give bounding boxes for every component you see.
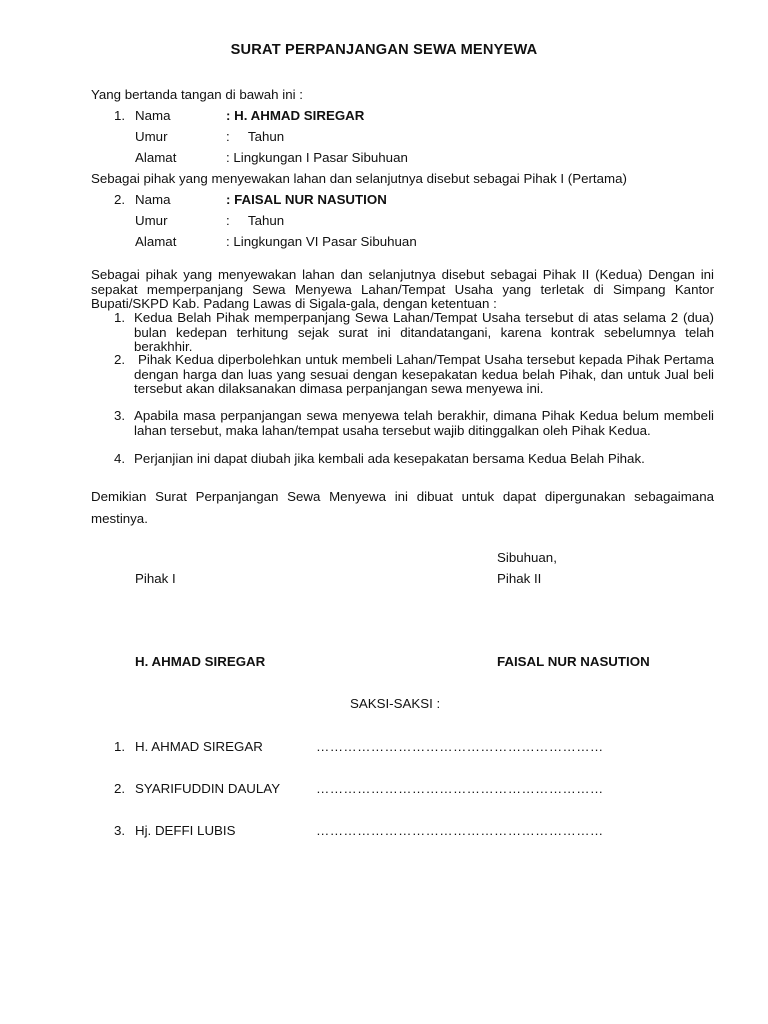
witness-name: Hj. DEFFI LUBIS (135, 823, 236, 838)
party1-age-value: : Tahun (226, 129, 285, 144)
witness-name: H. AHMAD SIREGAR (135, 739, 263, 754)
party1-name-value: : H. AHMAD SIREGAR (226, 108, 365, 123)
closing-text: Demikian Surat Perpanjangan Sewa Menyewa ini dibuat untuk dapat dipergunakan sebagaimana mestinya. (91, 489, 714, 526)
signature-right-name: FAISAL NUR NASUTION (497, 654, 650, 669)
party2-name-value: : FAISAL NUR NASUTION (226, 192, 387, 207)
signature-left-name: H. AHMAD SIREGAR (135, 654, 266, 669)
term-number: 2. (114, 352, 126, 367)
witness-name: SYARIFUDDIN DAULAY (135, 781, 281, 796)
witnesses-heading: SAKSI-SAKSI : (350, 696, 441, 711)
party1-address-value: : Lingkungan I Pasar Sibuhuan (226, 150, 408, 165)
witness-signature-line: ……………………………………………………… (316, 781, 604, 796)
agreement-intro: Sebagai pihak yang menyewakan lahan dan selanjutnya disebut sebagai Pihak II (Kedua) Dengan ini sepakat memperpanjang Sewa Menyewa Lahan/Tempat Usaha yang terletak di Simpang Kantor Bupati/SKPD Kab. Padang Lawas di Sigala-gala, dengan ketentuan : (91, 267, 714, 312)
term-number: 4. (114, 451, 126, 466)
term-number: 3. (114, 408, 126, 423)
document-title: SURAT PERPANJANGAN SEWA MENYEWA (230, 42, 538, 58)
place-text: Sibuhuan, (497, 550, 557, 565)
signature-left-label: Pihak I (135, 571, 176, 586)
witness-number: 1. (114, 739, 126, 754)
party2-address-label: Alamat (135, 234, 177, 249)
witness-number: 3. (114, 823, 126, 838)
witness-signature-line: ……………………………………………………… (316, 739, 604, 754)
signature-right-label: Pihak II (497, 571, 542, 586)
witness-signature-line: ……………………………………………………… (316, 823, 604, 838)
party1-name-label: Nama (135, 108, 171, 123)
party1-age-label: Umur (135, 129, 168, 144)
party1-address-label: Alamat (135, 150, 177, 165)
party2-address-value: : Lingkungan VI Pasar Sibuhuan (226, 234, 417, 249)
party2-age-label: Umur (135, 213, 168, 228)
term-text: Perjanjian ini dapat diubah jika kembali ada kesepakatan bersama Kedua Belah Pihak. (134, 451, 645, 466)
party2-age-value: : Tahun (226, 213, 285, 228)
term-text: Apabila masa perpanjangan sewa menyewa telah berakhir, dimana Pihak Kedua belum membeli lahan tersebut, maka lahan/tempat usaha tersebut wajib ditinggalkan oleh Pihak Kedua. (134, 408, 714, 438)
party2-name-label: Nama (135, 192, 171, 207)
witness-number: 2. (114, 781, 126, 796)
party1-number: 1. (114, 108, 126, 123)
term-number: 1. (114, 310, 126, 325)
term-text: Kedua Belah Pihak memperpanjang Sewa Lahan/Tempat Usaha tersebut di atas selama 2 (dua) bulan kedepan terhitung sejak surat ini ditandatangani, karena kontrak sebelumnya telah berakhhir. (134, 310, 714, 355)
party2-number: 2. (114, 192, 126, 207)
party1-role-text: Sebagai pihak yang menyewakan lahan dan selanjutnya disebut sebagai Pihak I (Pertama) (91, 171, 627, 186)
term-text: Pihak Kedua diperbolehkan untuk membeli Lahan/Tempat Usaha tersebut kepada Pihak Pertama dengan harga dan luas yang sesuai dengan kesepakatan kedua belah Pihak, dan untuk Jual beli tersebut akan dilaksanakan dimasa perpanjangan sewa menyewa ini. (134, 352, 718, 397)
intro-text: Yang bertanda tangan di bawah ini : (91, 87, 303, 102)
